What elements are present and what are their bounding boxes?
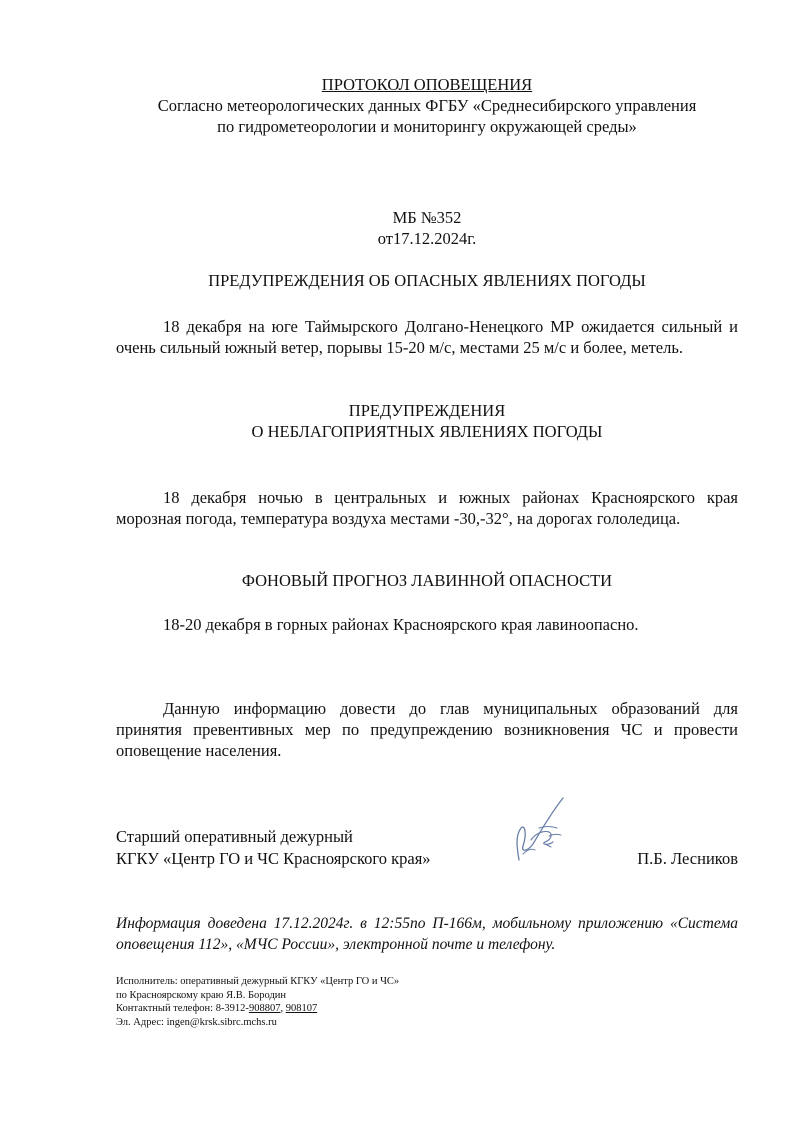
dangerous-heading: ПРЕДУПРЕЖДЕНИЯ ОБ ОПАСНЫХ ЯВЛЕНИЯХ ПОГОДЫ [208,271,646,290]
adverse-text: 18 декабря ночью в центральных и южных районах Красноярского края морозная погода, температура воздуха местами -30,-32°, на дорогах гололедица. [116,488,738,528]
adverse-heading [116,400,738,442]
avalanche-heading: ФОНОВЫЙ ПРОГНОЗ ЛАВИННОЙ ОПАСНОСТИ [241,571,613,590]
executor-line-1: Исполнитель: оперативный дежурный КГКУ «Центр ГО и ЧС» [116,976,400,987]
source-line-2: по гидрометеорологии и мониторингу окружающей среды» [217,117,637,136]
instruction-section [116,698,738,761]
avalanche-text: 18-20 декабря в горных районах Красноярского края лавиноопасно. [163,615,639,634]
executor-phone-label: Контактный телефон: 8-3912- [116,1003,249,1014]
bulletin-info [116,207,738,249]
executor-block [116,975,616,1029]
executor-phone-2[interactable]: 908107 [285,1003,318,1014]
handwritten-signature [505,790,585,870]
executor-phone [116,1002,616,1016]
document-title: ПРОТОКОЛ ОПОВЕЩЕНИЯ [321,75,533,94]
bulletin-number: МБ №352 [392,208,462,227]
executor-line-2: по Красноярскому краю Я.В. Бородин [116,989,287,1001]
document-header [116,74,738,137]
instruction-text: Данную информацию довести до глав муниципальных образований для принятия превентивных мер по предупреждению возникновения ЧС и провести оповещение населения. [116,699,738,760]
signatory-name: П.Б. Лесников [637,849,738,868]
adverse-section [116,487,738,529]
bulletin-date: от17.12.2024г. [377,229,477,248]
signatory-block [116,826,738,870]
executor-phone-1[interactable]: 908807 [248,1003,281,1014]
adverse-heading-line-1: ПРЕДУПРЕЖДЕНИЯ [348,401,506,420]
source-line-1: Согласно метеорологических данных ФГБУ «Среднесибирского управления [157,96,697,115]
signatory-position-1: Старший оперативный дежурный [116,827,353,846]
dangerous-section [116,316,738,358]
executor-email: Эл. Адрес: ingen@krsk.sibrc.mchs.ru [116,1016,277,1028]
avalanche-section [116,614,738,635]
adverse-heading-line-2: О НЕБЛАГОПРИЯТНЫХ ЯВЛЕНИЯХ ПОГОДЫ [251,422,603,441]
executor-phone-separator: , [280,1003,286,1014]
dangerous-text: 18 декабря на юге Таймырского Долгано-Ненецкого МР ожидается сильный и очень сильный южный ветер, порывы 15-20 м/с, местами 25 м/с и более, метель. [116,317,738,357]
signatory-position-2: КГКУ «Центр ГО и ЧС Красноярского края» [116,849,431,868]
delivery-note: Информация доведена 17.12.2024г. в 12:55по П-166м, мобильному приложению «Система оповещения 112», «МЧС России», электронной почте и телефону. [116,915,738,953]
